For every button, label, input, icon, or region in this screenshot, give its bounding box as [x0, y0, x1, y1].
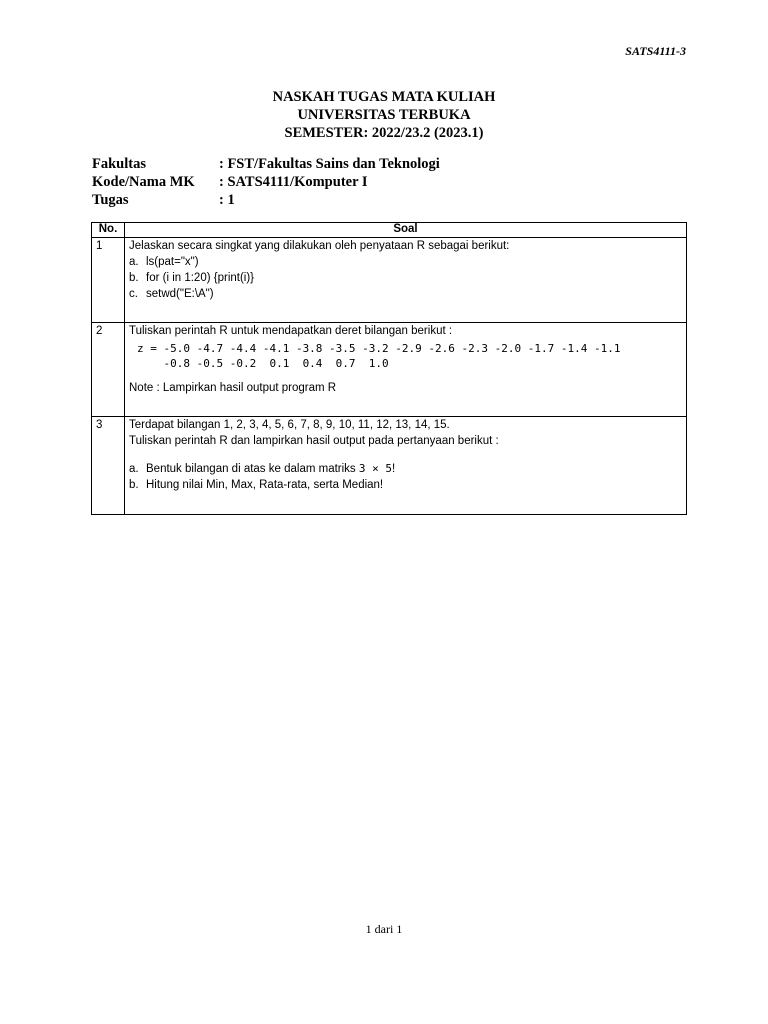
question-number: 3 [92, 417, 125, 515]
info-row-mk [92, 173, 440, 191]
list-item: b. for (i in 1:20) {print(i)} [129, 272, 255, 284]
question-1-text: Jelaskan secara singkat yang dilakukan oleh penyataan R sebagai berikut: [129, 240, 510, 252]
table-row [92, 238, 687, 323]
tugas-value: : 1 [219, 192, 235, 208]
tugas-label: Tugas [92, 192, 129, 208]
question-3-items [129, 461, 682, 493]
matrix-size: 3 × 5 [358, 462, 392, 475]
title-line-1: NASKAH TUGAS MATA KULIAH [272, 89, 496, 105]
list-item: a. Bentuk bilangan di atas ke dalam matriks 3 × 5! [129, 462, 396, 475]
table-row [92, 323, 687, 417]
question-number: 1 [92, 238, 125, 323]
table-header-row [92, 223, 687, 238]
question-3-text-2: Tuliskan perintah R dan lampirkan hasil output pada pertanyaan berikut : [129, 435, 499, 447]
list-item: c. setwd("E:\A") [129, 288, 214, 300]
question-2-note: Note : Lampirkan hasil output program R [129, 382, 337, 394]
sequence-line-1: z = -5.0 -4.7 -4.4 -4.1 -3.8 -3.5 -3.2 -2.9 -2.6 -2.3 -2.0 -1.7 -1.4 -1.1 [137, 342, 621, 355]
info-row-tugas [92, 191, 440, 209]
question-3 [125, 417, 687, 515]
list-item: b. Hitung nilai Min, Max, Rata-rata, serta Median! [129, 479, 384, 491]
info-row-fakultas [92, 155, 440, 173]
question-3-text-1: Terdapat bilangan 1, 2, 3, 4, 5, 6, 7, 8, 9, 10, 11, 12, 13, 14, 15. [129, 419, 450, 431]
fakultas-label: Fakultas [92, 156, 146, 172]
question-1 [125, 238, 687, 323]
question-2-text: Tuliskan perintah R untuk mendapatkan deret bilangan berikut : [129, 325, 453, 337]
question-number: 2 [92, 323, 125, 417]
question-1-items [129, 254, 682, 302]
column-header-soal: Soal [125, 223, 687, 238]
sequence-line-2: -0.8 -0.5 -0.2 0.1 0.4 0.7 1.0 [137, 357, 389, 370]
title-line-3: SEMESTER: 2022/23.2 (2023.1) [284, 125, 484, 141]
page-number: 1 dari 1 [365, 922, 403, 936]
questions-table [91, 222, 687, 515]
list-item: a. ls(pat="x") [129, 256, 199, 268]
document-code: SATS4111-3 [625, 44, 686, 58]
mk-label: Kode/Nama MK [92, 174, 195, 190]
title-line-2: UNIVERSITAS TERBUKA [297, 107, 471, 123]
column-header-no: No. [92, 223, 125, 238]
fakultas-value: : FST/Fakultas Sains dan Teknologi [219, 156, 440, 172]
table-row [92, 417, 687, 515]
question-2 [125, 323, 687, 417]
course-info [92, 155, 440, 209]
mk-value: : SATS4111/Komputer I [219, 174, 368, 190]
document-title [0, 88, 768, 142]
